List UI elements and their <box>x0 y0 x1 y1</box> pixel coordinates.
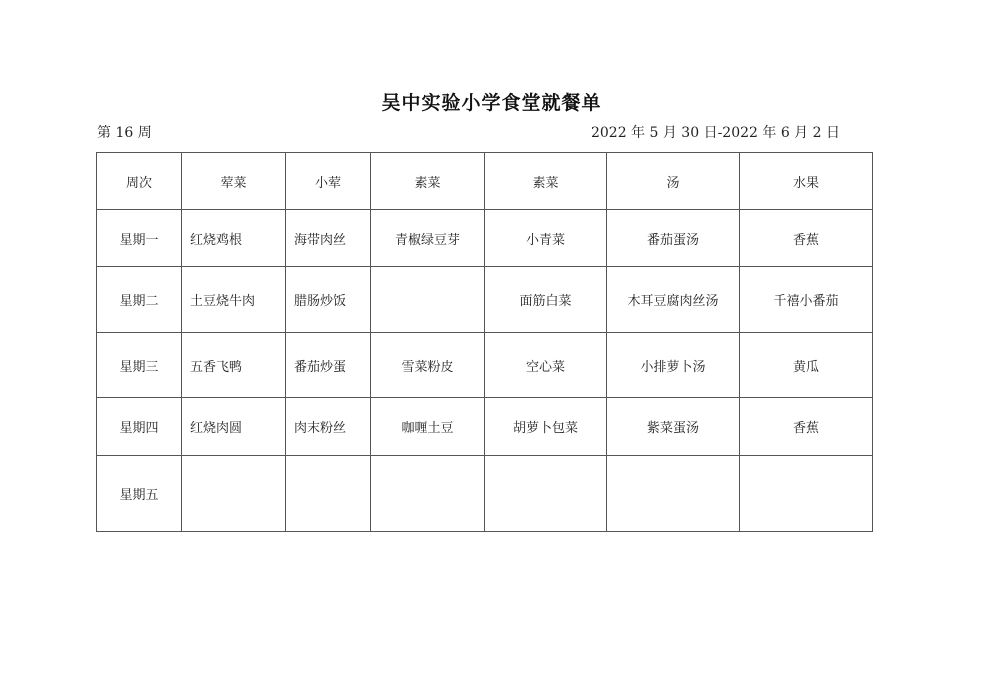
table-row <box>97 456 873 532</box>
header-cell-fruit: 水果 <box>740 153 873 210</box>
table-header-row <box>97 153 873 210</box>
meat-cell: 土豆烧牛肉 <box>182 267 286 333</box>
fruit-cell: 香蕉 <box>740 210 873 267</box>
fruit-cell: 香蕉 <box>740 398 873 456</box>
veg-cell: 胡萝卜包菜 <box>485 398 607 456</box>
soup-cell: 木耳豆腐肉丝汤 <box>607 267 740 333</box>
menu-table <box>96 152 873 532</box>
table-row <box>97 333 873 398</box>
veg-cell: 雪菜粉皮 <box>371 333 485 398</box>
meat-cell <box>182 456 286 532</box>
table-row <box>97 210 873 267</box>
veg-cell: 青椒绿豆芽 <box>371 210 485 267</box>
small-meat-cell: 肉末粉丝 <box>286 398 371 456</box>
meat-cell: 五香飞鸭 <box>182 333 286 398</box>
page-title: 吴中实验小学食堂就餐单 <box>381 92 602 114</box>
veg-cell <box>485 456 607 532</box>
veg-cell: 小青菜 <box>485 210 607 267</box>
day-cell: 星期二 <box>97 267 182 333</box>
veg-cell: 咖喱土豆 <box>371 398 485 456</box>
small-meat-cell: 海带肉丝 <box>286 210 371 267</box>
day-cell: 星期五 <box>97 456 182 532</box>
header-cell-veg-1: 素菜 <box>371 153 485 210</box>
fruit-cell <box>740 456 873 532</box>
small-meat-cell: 番茄炒蛋 <box>286 333 371 398</box>
table-row <box>97 398 873 456</box>
meat-cell: 红烧肉圆 <box>182 398 286 456</box>
header-cell-small-meat: 小荤 <box>286 153 371 210</box>
veg-cell: 空心菜 <box>485 333 607 398</box>
week-label: 第 16 周 <box>97 125 152 141</box>
soup-cell: 紫菜蛋汤 <box>607 398 740 456</box>
fruit-cell: 黄瓜 <box>740 333 873 398</box>
soup-cell: 小排萝卜汤 <box>607 333 740 398</box>
soup-cell: 番茄蛋汤 <box>607 210 740 267</box>
veg-cell <box>371 456 485 532</box>
header-cell-veg-2: 素菜 <box>485 153 607 210</box>
soup-cell <box>607 456 740 532</box>
day-cell: 星期四 <box>97 398 182 456</box>
fruit-cell: 千禧小番茄 <box>740 267 873 333</box>
veg-cell: 面筋白菜 <box>485 267 607 333</box>
header-cell-soup: 汤 <box>607 153 740 210</box>
meat-cell: 红烧鸡根 <box>182 210 286 267</box>
date-range: 2022 年 5 月 30 日-2022 年 6 月 2 日 <box>590 125 840 141</box>
table-row <box>97 267 873 333</box>
header-cell-week: 周次 <box>97 153 182 210</box>
day-cell: 星期一 <box>97 210 182 267</box>
small-meat-cell <box>286 456 371 532</box>
day-cell: 星期三 <box>97 333 182 398</box>
header-cell-meat: 荤菜 <box>182 153 286 210</box>
veg-cell <box>371 267 485 333</box>
small-meat-cell: 腊肠炒饭 <box>286 267 371 333</box>
